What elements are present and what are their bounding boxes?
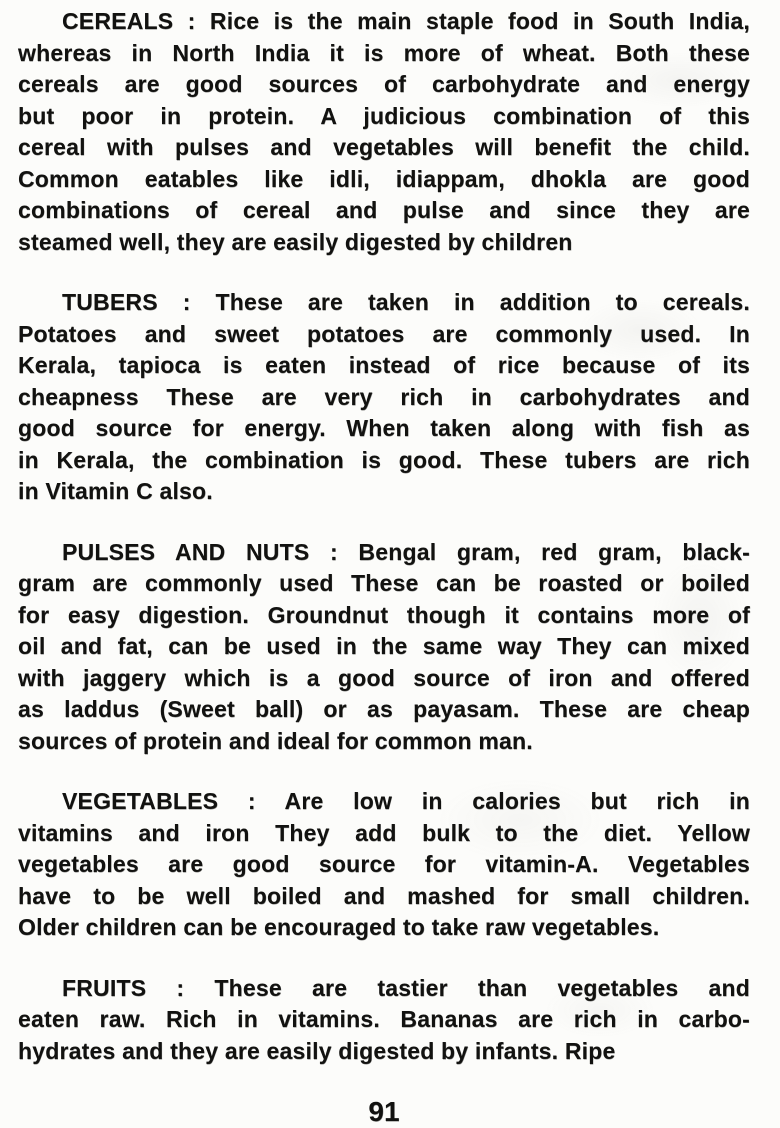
text-line: hydrates and they are easily digested by infants. Ripe xyxy=(18,1037,616,1064)
text-line: Common eatables like idli, idiappam, dhokla are good xyxy=(18,165,750,192)
text-line: eaten raw. Rich in vitamins. Bananas are rich in carbo- xyxy=(18,1006,750,1032)
text-line: Older children can be encouraged to take raw vegetables. xyxy=(18,914,660,940)
text-line: for easy digestion. Groundnut though it contains more of xyxy=(18,601,750,628)
text-line: with jaggery which is a good source of iron and offered xyxy=(18,664,750,691)
text-line: steamed well, they are easily digested by children xyxy=(18,228,573,255)
text-line: but poor in protein. A judicious combination of this xyxy=(18,102,750,129)
text-line: have to be well boiled and mashed for small children. xyxy=(18,882,750,909)
text-line: CEREALS : Rice is the main staple food in South India, xyxy=(62,8,750,34)
paragraph-vegetables xyxy=(18,786,750,944)
paragraph-tubers xyxy=(18,287,750,508)
text-line: Kerala, tapioca is eaten instead of rice because of its xyxy=(18,352,750,378)
page-number: 91 xyxy=(368,1096,400,1127)
text-line: in Kerala, the combination is good. These tubers are rich xyxy=(18,446,750,473)
text-line: PULSES AND NUTS : Bengal gram, red gram, black- xyxy=(62,538,750,565)
text-line: vitamins and iron They add bulk to the diet. Yellow xyxy=(18,819,750,846)
text-line: sources of protein and ideal for common man. xyxy=(18,727,533,754)
text-line: FRUITS : These are tastier than vegetables and xyxy=(62,974,750,1001)
text-line: cereals are good sources of carbohydrate and energy xyxy=(18,71,750,97)
text-line: cereal with pulses and vegetables will benefit the child. xyxy=(18,134,750,160)
text-line: cheapness These are very rich in carbohydrates and xyxy=(18,383,750,410)
text-line: VEGETABLES : Are low in calories but rich in xyxy=(62,788,750,814)
text-line: good source for energy. When taken along with fish as xyxy=(18,415,750,441)
text-line: gram are commonly used These can be roasted or boiled xyxy=(18,570,750,596)
text-line: vegetables are good source for vitamin-A. Vegetables xyxy=(18,851,750,877)
paragraph-fruits xyxy=(18,973,750,1068)
paragraph-cereals xyxy=(18,6,750,258)
document-text xyxy=(18,6,750,1067)
paragraph-pulses-and-nuts xyxy=(18,537,750,758)
text-line: as laddus (Sweet ball) or as payasam. These are cheap xyxy=(18,696,750,722)
text-line: Potatoes and sweet potatoes are commonly used. In xyxy=(18,320,750,347)
text-line: in Vitamin C also. xyxy=(18,478,213,504)
text-line: whereas in North India it is more of wheat. Both these xyxy=(18,39,750,66)
text-line: combinations of cereal and pulse and since they are xyxy=(18,197,750,223)
text-line: oil and fat, can be used in the same way They can mixed xyxy=(18,633,750,659)
text-line: TUBERS : These are taken in addition to cereals. xyxy=(62,289,750,315)
